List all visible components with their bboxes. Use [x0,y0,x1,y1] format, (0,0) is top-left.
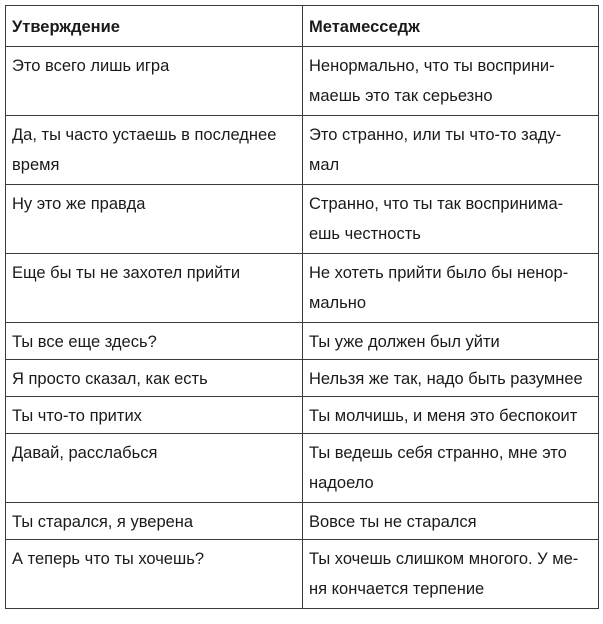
header-metamessage: Метамесседж [303,6,599,47]
metamessage-cell: Странно, что ты так воспринима- ешь честность [303,185,599,254]
metamessage-cell: Не хотеть прийти было бы ненор- мально [303,254,599,323]
statement-cell: Ты что-то притих [6,397,303,434]
table-row [6,503,599,540]
statement-cell: Еще бы ты не захотел прийти [6,254,303,323]
metamessage-cell: Ненормально, что ты восприни- маешь это так серьезно [303,47,599,116]
table-row [6,323,599,360]
metamessage-cell: Вовсе ты не старался [303,503,599,540]
statement-cell: Давай, расслабься [6,434,303,503]
header-row [6,6,599,47]
metamessage-cell: Ты молчишь, и меня это беспокоит [303,397,599,434]
statement-cell: Это всего лишь игра [6,47,303,116]
metamessage-cell: Ты хочешь слишком многого. У ме- ня кончается терпение [303,540,599,609]
metamessage-cell: Это странно, или ты что-то заду- мал [303,116,599,185]
table-row [6,254,599,323]
table-row [6,434,599,503]
statement-cell: Я просто сказал, как есть [6,360,303,397]
table-row [6,47,599,116]
statement-metamessage-table [5,5,599,609]
table-row [6,540,599,609]
header-statement: Утверждение [6,6,303,47]
statement-cell: Ну это же правда [6,185,303,254]
statement-cell: Ты старался, я уверена [6,503,303,540]
statement-cell: Да, ты часто устаешь в последнее время [6,116,303,185]
table-row [6,397,599,434]
metamessage-cell: Ты ведешь себя странно, мне это надоело [303,434,599,503]
metamessage-cell: Нельзя же так, надо быть разумнее [303,360,599,397]
table-row [6,116,599,185]
table-header [6,6,599,47]
table-row [6,360,599,397]
table-body [6,47,599,609]
statement-cell: Ты все еще здесь? [6,323,303,360]
statement-cell: А теперь что ты хочешь? [6,540,303,609]
metamessage-cell: Ты уже должен был уйти [303,323,599,360]
table-row [6,185,599,254]
